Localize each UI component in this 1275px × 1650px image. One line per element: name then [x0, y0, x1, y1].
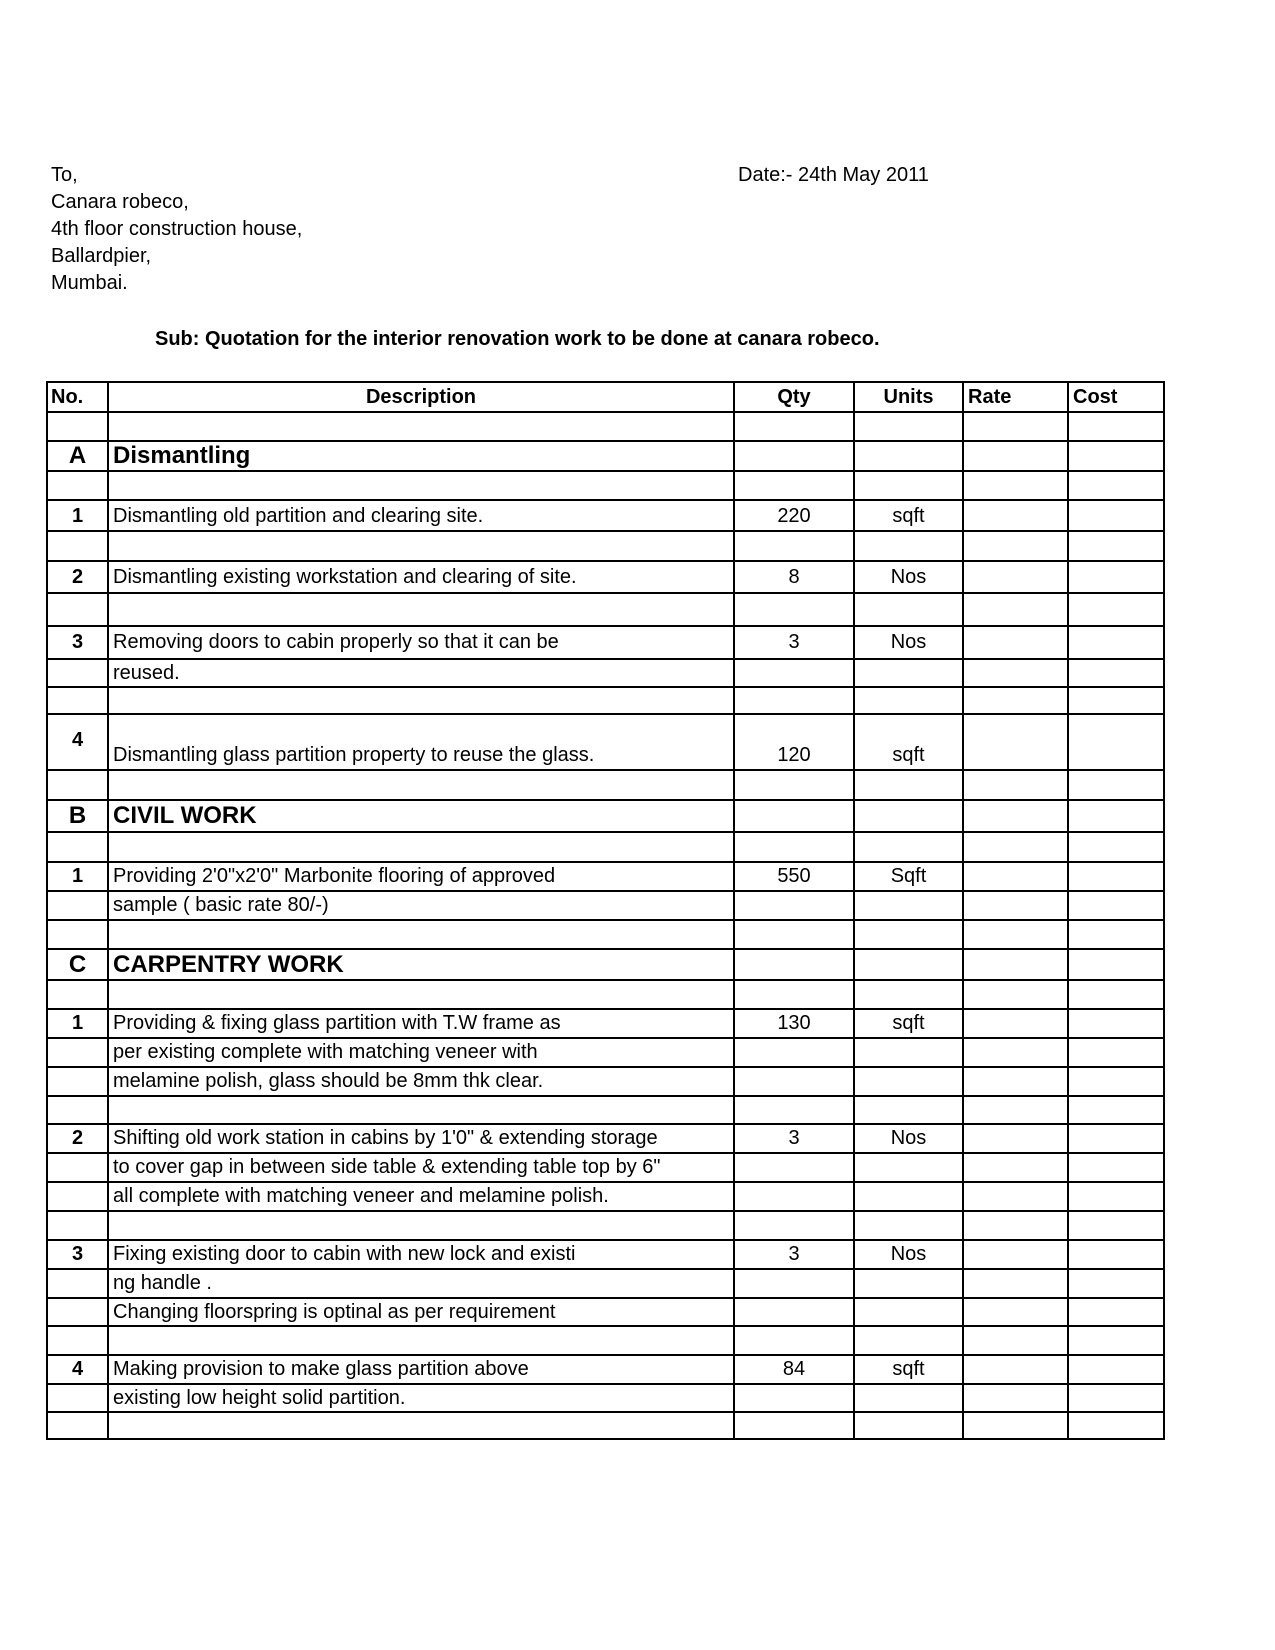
table-row	[48, 499, 1163, 530]
item-qty	[735, 1270, 855, 1297]
item-description	[109, 594, 735, 625]
table-row	[48, 625, 1163, 658]
item-cost	[1069, 1125, 1165, 1152]
item-qty: 3	[735, 627, 855, 658]
address-line: To,	[51, 164, 78, 186]
item-description: ng handle .	[109, 1270, 735, 1297]
item-rate	[964, 921, 1069, 948]
item-cost	[1069, 1212, 1165, 1239]
item-cost	[1069, 442, 1165, 470]
item-qty	[735, 1183, 855, 1210]
item-number	[48, 833, 109, 861]
item-units	[855, 1154, 964, 1181]
address-line: Mumbai.	[51, 272, 128, 294]
item-description	[109, 688, 735, 713]
table-row	[48, 1123, 1163, 1152]
item-qty	[735, 892, 855, 919]
item-rate	[964, 892, 1069, 919]
item-description: Changing floorspring is optinal as per requirement	[109, 1299, 735, 1325]
item-qty	[735, 532, 855, 560]
item-units: sqft	[855, 715, 964, 769]
item-qty	[735, 442, 855, 470]
item-description	[109, 532, 735, 560]
table-row	[48, 411, 1163, 440]
item-rate	[964, 1154, 1069, 1181]
item-description: existing low height solid partition.	[109, 1385, 735, 1411]
header-cost: Cost	[1073, 386, 1118, 408]
item-number	[48, 981, 109, 1008]
item-units	[855, 413, 964, 440]
item-cost	[1069, 1270, 1165, 1297]
table-row	[48, 1037, 1163, 1066]
item-number	[48, 1212, 109, 1239]
item-qty	[735, 594, 855, 625]
table-row	[48, 1325, 1163, 1354]
item-qty	[735, 688, 855, 713]
item-rate	[964, 1212, 1069, 1239]
item-units	[855, 950, 964, 979]
item-description	[109, 1212, 735, 1239]
item-description: Removing doors to cabin properly so that it can be	[109, 627, 735, 658]
item-number	[48, 1183, 109, 1210]
item-rate	[964, 532, 1069, 560]
table-row	[48, 831, 1163, 861]
quotation-table	[46, 381, 1165, 1440]
item-description	[109, 1327, 735, 1354]
item-description: CIVIL WORK	[109, 801, 735, 831]
item-cost	[1069, 1385, 1165, 1411]
item-units: Nos	[855, 562, 964, 592]
item-qty	[735, 1039, 855, 1066]
item-qty	[735, 1068, 855, 1095]
item-qty	[735, 950, 855, 979]
item-units	[855, 1183, 964, 1210]
item-number	[48, 1327, 109, 1354]
item-number: 2	[48, 562, 109, 592]
item-description: Dismantling existing workstation and clearing of site.	[109, 562, 735, 592]
item-number	[48, 1097, 109, 1123]
table-row	[48, 1383, 1163, 1411]
item-units	[855, 1068, 964, 1095]
item-description: reused.	[109, 660, 735, 686]
item-cost	[1069, 594, 1165, 625]
item-cost	[1069, 863, 1165, 890]
item-number: A	[48, 442, 109, 470]
item-rate	[964, 1068, 1069, 1095]
item-units	[855, 1299, 964, 1325]
item-rate	[964, 715, 1069, 769]
item-number: 1	[48, 1010, 109, 1037]
item-cost	[1069, 627, 1165, 658]
item-cost	[1069, 950, 1165, 979]
item-qty: 120	[735, 715, 855, 769]
item-number	[48, 1039, 109, 1066]
item-qty	[735, 921, 855, 948]
item-qty: 3	[735, 1125, 855, 1152]
table-row	[48, 769, 1163, 799]
item-description	[109, 472, 735, 499]
item-qty: 550	[735, 863, 855, 890]
item-description: Making provision to make glass partition above	[109, 1356, 735, 1383]
item-units	[855, 1212, 964, 1239]
table-row	[48, 1210, 1163, 1239]
item-description: Dismantling glass partition property to reuse the glass.	[109, 715, 735, 769]
table-row	[48, 560, 1163, 592]
item-units	[855, 442, 964, 470]
item-description: sample ( basic rate 80/-)	[109, 892, 735, 919]
item-cost	[1069, 1097, 1165, 1123]
table-row	[48, 1095, 1163, 1123]
item-number	[48, 1413, 109, 1438]
item-cost	[1069, 688, 1165, 713]
table-row	[48, 1354, 1163, 1383]
item-units: Nos	[855, 1125, 964, 1152]
item-units	[855, 1039, 964, 1066]
item-qty	[735, 771, 855, 799]
item-qty	[735, 1385, 855, 1411]
item-cost	[1069, 1068, 1165, 1095]
address-line: Canara robeco,	[51, 191, 189, 213]
item-description	[109, 1097, 735, 1123]
item-rate	[964, 1125, 1069, 1152]
item-number	[48, 1270, 109, 1297]
header-description: Description	[109, 383, 735, 412]
table-row	[48, 658, 1163, 686]
item-number	[48, 594, 109, 625]
item-units	[855, 771, 964, 799]
header-units: Units	[855, 383, 964, 412]
item-units	[855, 833, 964, 861]
item-qty: 220	[735, 501, 855, 530]
header-qty: Qty	[735, 383, 855, 412]
item-units	[855, 892, 964, 919]
item-cost	[1069, 1183, 1165, 1210]
item-number: C	[48, 950, 109, 979]
item-rate	[964, 562, 1069, 592]
section-row	[48, 948, 1163, 979]
item-rate	[964, 413, 1069, 440]
item-rate	[964, 1039, 1069, 1066]
item-rate	[964, 863, 1069, 890]
item-number: 4	[48, 715, 109, 769]
item-cost	[1069, 1154, 1165, 1181]
header-rate: Rate	[964, 383, 1069, 412]
item-number	[48, 771, 109, 799]
item-qty: 8	[735, 562, 855, 592]
item-rate	[964, 833, 1069, 861]
item-qty: 3	[735, 1241, 855, 1268]
item-cost	[1069, 413, 1165, 440]
item-qty	[735, 1327, 855, 1354]
item-units: sqft	[855, 501, 964, 530]
item-number: B	[48, 801, 109, 831]
item-rate	[964, 1327, 1069, 1354]
item-number: 4	[48, 1356, 109, 1383]
item-qty	[735, 413, 855, 440]
item-cost	[1069, 715, 1165, 769]
item-description	[109, 771, 735, 799]
item-qty: 130	[735, 1010, 855, 1037]
item-cost	[1069, 1327, 1165, 1354]
subject-line: Sub: Quotation for the interior renovation work to be done at canara robeco.	[155, 328, 880, 350]
item-rate	[964, 594, 1069, 625]
item-number	[48, 660, 109, 686]
item-rate	[964, 1183, 1069, 1210]
item-qty	[735, 1212, 855, 1239]
item-rate	[964, 981, 1069, 1008]
item-units	[855, 801, 964, 831]
item-cost	[1069, 892, 1165, 919]
item-cost	[1069, 1356, 1165, 1383]
address-line: 4th floor construction house,	[51, 218, 303, 240]
item-units	[855, 660, 964, 686]
item-rate	[964, 1413, 1069, 1438]
item-rate	[964, 771, 1069, 799]
item-cost	[1069, 1010, 1165, 1037]
item-description: Providing 2'0"x2'0" Marbonite flooring of approved	[109, 863, 735, 890]
item-description: Dismantling old partition and clearing site.	[109, 501, 735, 530]
item-rate	[964, 801, 1069, 831]
item-number	[48, 688, 109, 713]
table-row	[48, 592, 1163, 625]
item-qty	[735, 1097, 855, 1123]
table-row	[48, 890, 1163, 919]
recipient-address	[51, 162, 302, 297]
table-header-row	[48, 383, 1163, 412]
item-rate	[964, 1241, 1069, 1268]
item-description	[109, 413, 735, 440]
item-cost	[1069, 981, 1165, 1008]
item-cost	[1069, 501, 1165, 530]
table-row	[48, 530, 1163, 560]
table-row	[48, 979, 1163, 1008]
item-description: Providing & fixing glass partition with T.W frame as	[109, 1010, 735, 1037]
table-row	[48, 861, 1163, 890]
item-units	[855, 1270, 964, 1297]
item-rate	[964, 1097, 1069, 1123]
item-number: 1	[48, 501, 109, 530]
item-units	[855, 1327, 964, 1354]
item-number: 3	[48, 627, 109, 658]
table-row	[48, 1268, 1163, 1297]
item-description: Fixing existing door to cabin with new lock and existi	[109, 1241, 735, 1268]
item-units	[855, 921, 964, 948]
item-units	[855, 981, 964, 1008]
header-no: No.	[48, 383, 109, 412]
item-number: 2	[48, 1125, 109, 1152]
item-units	[855, 532, 964, 560]
item-cost	[1069, 1039, 1165, 1066]
item-rate	[964, 442, 1069, 470]
item-number	[48, 413, 109, 440]
item-description: CARPENTRY WORK	[109, 950, 735, 979]
item-description: melamine polish, glass should be 8mm thk clear.	[109, 1068, 735, 1095]
table-row	[48, 1239, 1163, 1268]
item-qty	[735, 801, 855, 831]
item-rate	[964, 688, 1069, 713]
item-cost	[1069, 562, 1165, 592]
item-rate	[964, 1356, 1069, 1383]
item-qty	[735, 472, 855, 499]
item-units: Nos	[855, 627, 964, 658]
table-row	[48, 1181, 1163, 1210]
item-description: Dismantling	[109, 442, 735, 470]
address-line: Ballardpier,	[51, 245, 152, 267]
item-number	[48, 892, 109, 919]
item-units	[855, 594, 964, 625]
item-number	[48, 1299, 109, 1325]
table-row	[48, 713, 1163, 769]
item-rate	[964, 627, 1069, 658]
item-units: sqft	[855, 1010, 964, 1037]
item-number	[48, 1068, 109, 1095]
item-units: Sqft	[855, 863, 964, 890]
table-row	[48, 470, 1163, 499]
item-description: Shifting old work station in cabins by 1'0" & extending storage	[109, 1125, 735, 1152]
item-units	[855, 688, 964, 713]
item-number	[48, 1154, 109, 1181]
item-rate	[964, 472, 1069, 499]
item-cost	[1069, 532, 1165, 560]
item-units	[855, 1097, 964, 1123]
item-description: all complete with matching veneer and melamine polish.	[109, 1183, 735, 1210]
item-units: Nos	[855, 1241, 964, 1268]
item-cost	[1069, 1241, 1165, 1268]
item-description	[109, 1413, 735, 1438]
table-row	[48, 1297, 1163, 1325]
item-rate	[964, 501, 1069, 530]
item-cost	[1069, 833, 1165, 861]
item-rate	[964, 1270, 1069, 1297]
item-units	[855, 1385, 964, 1411]
item-number	[48, 1385, 109, 1411]
item-qty	[735, 833, 855, 861]
item-cost	[1069, 801, 1165, 831]
item-qty	[735, 1413, 855, 1438]
item-description: to cover gap in between side table & extending table top by 6"	[109, 1154, 735, 1181]
item-cost	[1069, 472, 1165, 499]
item-rate	[964, 1010, 1069, 1037]
item-rate	[964, 950, 1069, 979]
item-cost	[1069, 1413, 1165, 1438]
item-description	[109, 981, 735, 1008]
table-row	[48, 686, 1163, 713]
item-qty	[735, 1299, 855, 1325]
item-description	[109, 921, 735, 948]
item-description	[109, 833, 735, 861]
item-qty	[735, 1154, 855, 1181]
letter-date: Date:- 24th May 2011	[738, 164, 929, 186]
section-row	[48, 440, 1163, 470]
item-number: 1	[48, 863, 109, 890]
item-cost	[1069, 921, 1165, 948]
table-row	[48, 1152, 1163, 1181]
item-units	[855, 472, 964, 499]
table-row	[48, 919, 1163, 948]
item-qty	[735, 660, 855, 686]
item-number: 3	[48, 1241, 109, 1268]
table-row	[48, 1066, 1163, 1095]
section-row	[48, 799, 1163, 831]
item-number	[48, 472, 109, 499]
item-cost	[1069, 1299, 1165, 1325]
table-row	[48, 1411, 1163, 1438]
item-rate	[964, 1299, 1069, 1325]
table-row	[48, 1008, 1163, 1037]
item-rate	[964, 1385, 1069, 1411]
item-cost	[1069, 660, 1165, 686]
item-number	[48, 921, 109, 948]
item-qty	[735, 981, 855, 1008]
item-units: sqft	[855, 1356, 964, 1383]
item-cost	[1069, 771, 1165, 799]
item-units	[855, 1413, 964, 1438]
item-number	[48, 532, 109, 560]
item-description: per existing complete with matching veneer with	[109, 1039, 735, 1066]
item-rate	[964, 660, 1069, 686]
item-qty: 84	[735, 1356, 855, 1383]
